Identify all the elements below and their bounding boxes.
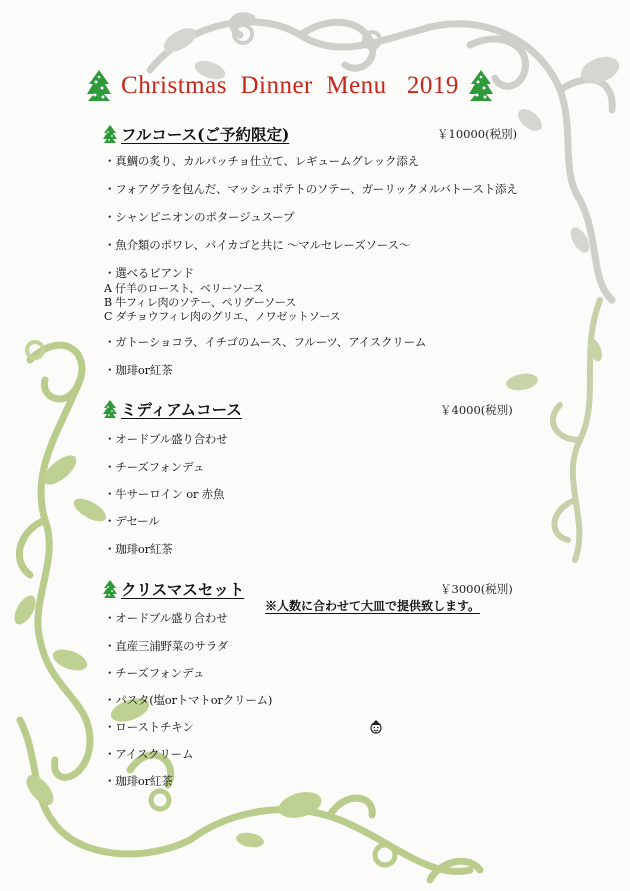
section-title: フルコース(ご予約限定) xyxy=(121,125,290,144)
menu-sub-item: A 仔羊のロースト、ベリーソース xyxy=(104,282,264,295)
serving-note: ※人数に合わせて大皿で提供致します。 xyxy=(265,599,481,613)
section-title: ミディアムコース xyxy=(121,400,242,419)
section-header-medium-course xyxy=(102,398,242,420)
menu-item: ・シャンピニオンのポタージュスープ xyxy=(104,210,295,224)
menu-item: ・直産三浦野菜のサラダ xyxy=(104,639,229,653)
menu-item: ・ガトーショコラ、イチゴのムース、フルーツ、アイスクリーム xyxy=(104,335,427,349)
menu-item: ・チーズフォンデュ xyxy=(104,666,205,680)
santa-icon xyxy=(368,718,384,734)
section-title: クリスマスセット xyxy=(121,580,245,599)
menu-item: ・ローストチキン xyxy=(104,720,194,734)
menu-sub-item: B 牛フィレ肉のソテー、ペリグーソース xyxy=(104,296,297,309)
menu-item: ・選べるビアンド xyxy=(104,266,194,280)
menu-item: ・フォアグラを包んだ、マッシュポテトのソテー、ガーリックメルバトースト添え xyxy=(104,182,518,196)
menu-item: ・魚介類のポワレ、パイカゴと共に ～マルセレーズソース～ xyxy=(104,238,411,252)
menu-sub-item: C ダチョウフィレ肉のグリエ、ノワゼットソース xyxy=(104,310,341,323)
price-label: ￥3000(税別) xyxy=(440,582,513,596)
menu-item: ・オードブル盛り合わせ xyxy=(104,432,228,446)
christmas-tree-icon xyxy=(85,68,113,104)
price-label: ￥10000(税別) xyxy=(437,127,518,141)
menu-item: ・チーズフォンデュ xyxy=(104,460,205,474)
menu-title: Christmas Dinner Menu 2019 xyxy=(121,72,459,99)
price-label: ￥4000(税別) xyxy=(440,403,513,417)
menu-item: ・珈琲or紅茶 xyxy=(104,774,173,788)
menu-item: ・牛サーロイン or 赤魚 xyxy=(104,487,225,501)
menu-item: ・アイスクリーム xyxy=(104,747,194,761)
menu-item: ・オードブル盛り合わせ xyxy=(104,611,228,625)
section-header-full-course xyxy=(102,123,289,145)
christmas-tree-icon xyxy=(467,68,495,104)
christmas-tree-icon xyxy=(102,579,118,599)
menu-item: ・珈琲or紅茶 xyxy=(104,363,173,377)
christmas-tree-icon xyxy=(102,124,118,144)
menu-title-row xyxy=(50,66,530,106)
menu-item: ・珈琲or紅茶 xyxy=(104,542,173,556)
menu-item: ・真鯛の炙り、カルパッチョ仕立て、レギュームグレック添え xyxy=(104,154,419,168)
christmas-tree-icon xyxy=(102,399,118,419)
menu-item: ・デセール xyxy=(104,514,160,528)
section-header-christmas-set xyxy=(102,578,244,600)
menu-item: ・パスタ(塩orトマトorクリーム) xyxy=(104,693,273,707)
